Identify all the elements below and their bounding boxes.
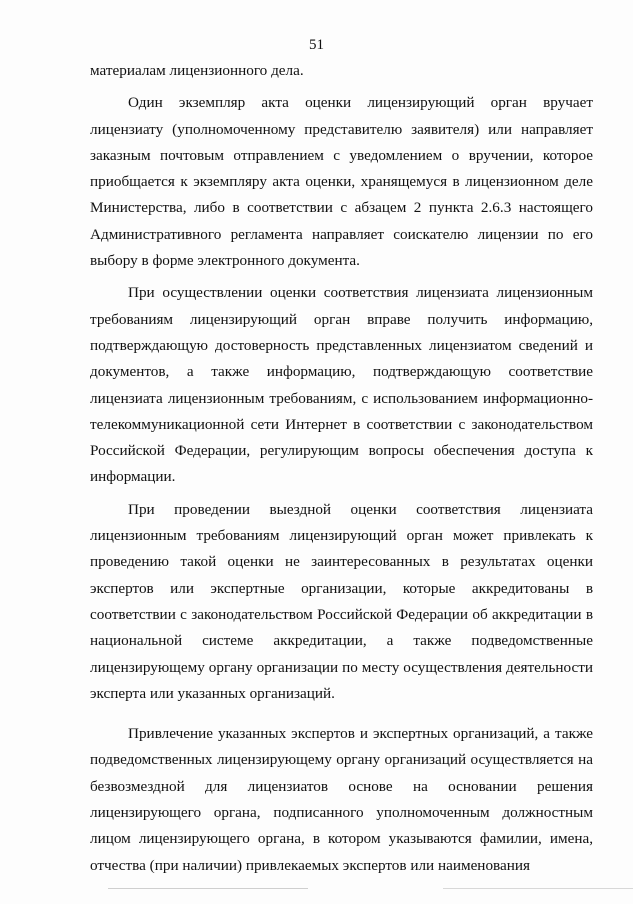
paragraph-engagement-basis: Привлечение указанных экспертов и экспертных организаций, а также подведомственных лицензирующему органу организаций осуществляется на безвозмездной для лицензиатов основе на основании решения лицензирующего органа, подписанного уполномоченным должностным лицом лицензирующего органа, в котором указываются фамилии, имена, отчества (при наличии) привлекаемых экспертов или наименования xyxy=(90,725,593,874)
paragraph-experts-engagement: При проведении выездной оценки соответствия лицензиата лицензионным требованиям лицензирующий орган может привлекать к проведению такой оценки не заинтересованных в результатах оценки экспертов или экспертные организации, которые аккредитованы в соответствии с законодательством Российской Федерации об аккредитации в национальной системе аккредитации, а также подведомственные лицензирующему органу организации по месту осуществления деятельности эксперта или указанных организаций. xyxy=(90,500,593,702)
scan-artifact-line xyxy=(443,888,633,889)
paragraph-information-request: При осуществлении оценки соответствия лицензиата лицензионным требованиям лицензирующий орган вправе получить информацию, подтверждающую достоверность представленных лицензиатом сведений и документов, а также информацию, подтверждающую соответствие лицензиата лицензионным требованиям, с использованием информационно-телекоммуникационной сети Интернет в соответствии с законодательством Российской Федерации, регулирующим вопросы обеспечения доступа к информации. xyxy=(90,284,593,486)
page-number: 51 xyxy=(309,37,324,53)
paragraph-continuation: материалам лицензионного дела. xyxy=(90,62,304,79)
document-body xyxy=(90,58,593,879)
scan-artifact-line xyxy=(108,888,308,889)
paragraph-act-delivery: Один экземпляр акта оценки лицензирующий орган вручает лицензиату (уполномоченному представителю заявителя) или направляет заказным почтовым отправлением с уведомлением о вручении, которое приобщается к экземпляру акта оценки, хранящемуся в лицензионном деле Министерства, либо в соответствии с абзацем 2 пункта 2.6.3 настоящего Административного регламента направляет соискателю лицензии по его выбору в форме электронного документа. xyxy=(90,94,593,270)
